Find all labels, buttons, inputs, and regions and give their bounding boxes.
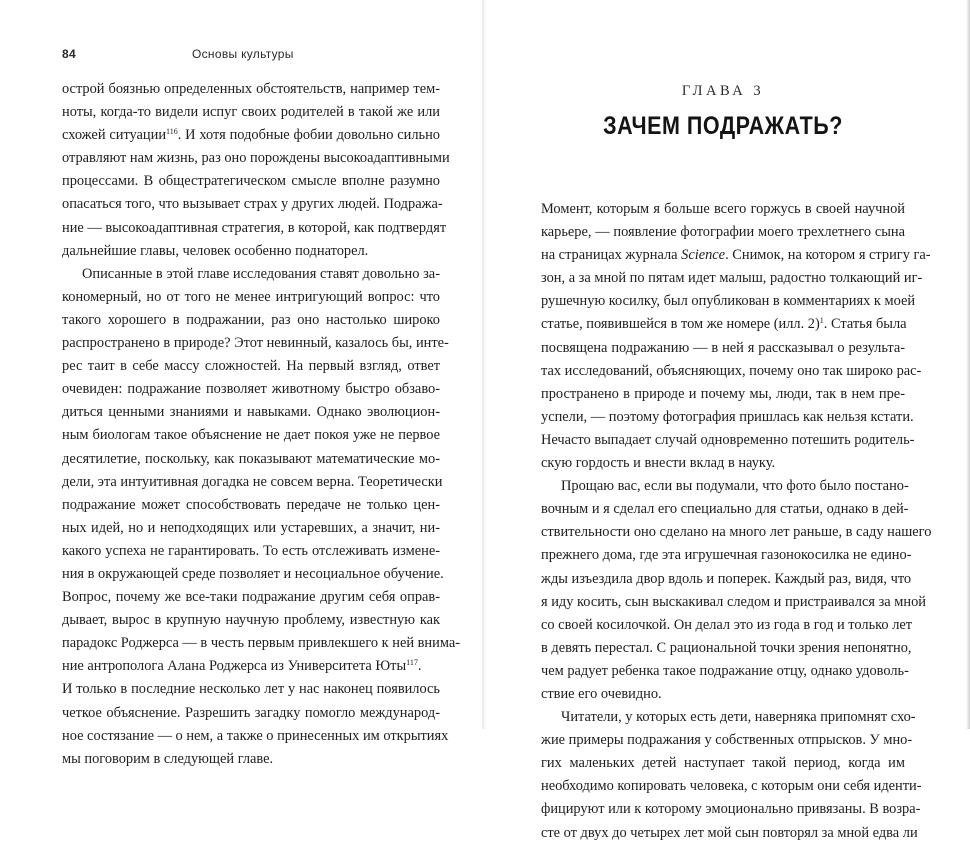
footnote-ref: 116 (166, 127, 178, 137)
text-line: дывает, вырос в крупную научную проблему, известную как (62, 612, 440, 629)
text-line: ным биологам такое объяснение не дает покоя уже не первое (62, 427, 440, 444)
text-line: жие примеры подражания у собственных отпрысков. У мно- (541, 732, 913, 749)
text-line: жды изъездила двор вдоль и поперек. Каждый раз, видя, что (541, 570, 912, 587)
text-line: гих маленьких детей наступает такой период, когда им (541, 755, 905, 772)
text-line: пространено в природе и почему мы, люди, так в нем пре- (541, 385, 905, 402)
text-line: опасаться того, что вызывает страх у других людей. Подража- (62, 196, 443, 213)
text-line: на страницах журнала Science. Снимок, на котором я стригу га- (541, 247, 931, 264)
text-line: дальнейшие главы, человек особенно поднаторел. (62, 242, 369, 259)
text-line: мы поговорим в следующей главе. (62, 750, 274, 767)
text-line: Описанные в этой главе исследования ставят довольно за- (82, 265, 440, 282)
text-line: фицируют или к которому эмоционально привязаны. В возра- (541, 801, 921, 818)
text-line: Читатели, у которых есть дети, наверняка припомнят схо- (561, 709, 916, 726)
text-line: рес таит в себе массу сложностей. На первый взгляд, ответ (62, 358, 440, 375)
text-line: ствие его очевидно. (541, 685, 662, 702)
text-line: диться ценными знаниями и навыками. Однако эволюцион- (62, 404, 440, 421)
text-line: процессами. В общестратегическом смысле вполне разумно (62, 173, 440, 190)
text-line: ное состязание — о нем, а также о принесенных им открытиях (62, 727, 449, 744)
text-line: острой боязнью определенных обстоятельств, например тем- (62, 81, 440, 97)
text-line: такого хорошего в подражании, раз оно настолько широко (62, 311, 440, 328)
text-line: И только в последние несколько лет у нас наконец появилось (62, 681, 440, 698)
text-line: успели, — поэтому фотография пришлась как нельзя кстати. (541, 408, 914, 425)
text-line: вочным и я сделал его специально для статьи, однако в дей- (541, 501, 909, 518)
text-line: статье, появившейся в том же номере (илл. 2)$^1$. Статья была (541, 316, 907, 333)
running-head (62, 44, 440, 64)
page-edge (966, 0, 970, 729)
text-line: десятилетие, поскольку, как показывают математические мо- (62, 450, 440, 467)
footnote-ref: 1 (819, 316, 824, 326)
right-body-text (541, 198, 932, 845)
text-line: очевиден: подражание позволяет животному быстро обзаво- (62, 381, 440, 398)
text-line: дели, эта интуитивная догадка не совсем верна. Теоретически (62, 473, 443, 490)
text-line: со своей косилочкой. Он делал это из года в год и только лет (541, 616, 913, 633)
journal-name: Science (681, 247, 726, 264)
text-line: схожей ситуации$^{116}$. И хотя подобные фобии довольно сильно (62, 127, 441, 144)
running-title: Основы культуры (192, 47, 294, 61)
left-page (62, 44, 461, 771)
text-line: Момент, которым я больше всего горжусь в своей научной (541, 201, 905, 217)
footnote-ref: 117 (406, 658, 418, 668)
text-line: подражание может способствовать передаче не только цен- (62, 496, 440, 513)
text-line: зон, а за мной по пятам идет малыш, радостно толкающий иг- (541, 270, 923, 287)
text-line: тах исследований, объясняющих, почему оно так широко рас- (541, 362, 922, 379)
text-line: рушечную косилку, был опубликован в комментариях к моей (541, 293, 916, 310)
text-line: четкое объяснение. Разрешить загадку помогло международ- (62, 704, 440, 721)
text-line: ноты, когда-то видели испуг своих родителей в такой же или (62, 104, 440, 121)
text-line: скую гордость и внести вклад в науку. (541, 455, 776, 472)
text-line: прежнего дома, где эта игрушечная газонокосилка не едино- (541, 547, 912, 564)
text-line: чем радует ребенка такое подражание отцу, однако удоволь- (541, 662, 909, 679)
left-body-text (62, 78, 461, 771)
chapter-label: ГЛАВА 3 (681, 83, 765, 99)
text-line: ние — высокоадаптивная стратегия, в которой, как подтвердят (62, 219, 447, 236)
book-gutter (482, 0, 486, 729)
text-line: ствительности оно сделано на много лет раньше, в саду нашего (541, 524, 932, 541)
text-line: я иду косить, сын выскакивал следом и пристраивался за мной (541, 593, 926, 610)
text-line: ние антрополога Алана Роджерса из Университета Юты$^{117}$. (62, 658, 422, 675)
text-line: какого успеха не гарантировать. То есть отслеживать измене- (62, 542, 440, 559)
text-line: Вопрос, почему же все-таки подражание другим себя оправ- (62, 589, 440, 606)
text-line: посвящена подражанию — в ней я рассказывал о результа- (541, 339, 905, 356)
text-line: Нечасто выпадает случай одновременно потешить родитель- (541, 431, 915, 448)
text-line: необходимо копировать человека, с которым они себя иденти- (541, 778, 922, 795)
right-page (541, 80, 932, 845)
text-line: в девять перестал. С рациональной точки зрения непонятно, (541, 639, 912, 656)
text-line: распространено в природе? Этот невинный, казалось бы, инте- (62, 335, 449, 352)
text-line: кономерный, но от того не менее интригующий вопрос: что (62, 288, 440, 305)
text-line: парадокс Роджерса — в честь первым привлекшего к ней внима- (62, 635, 461, 652)
text-line: отравляют нам жизнь, раз оно порождены высокоадаптивными (62, 150, 450, 167)
text-line: ных идей, но и неподходящих или устаревших, а значит, ни- (62, 519, 440, 536)
page-number: 84 (62, 47, 76, 61)
text-line: ния в окружающей среде позволяет и несоциальное обучение. (62, 565, 444, 582)
text-line: Прощаю вас, если вы подумали, что фото было постано- (561, 478, 909, 495)
chapter-title: ЗАЧЕМ ПОДРАЖАТЬ? (603, 112, 843, 140)
text-line: сте от двух до четырех лет мой сын повторял за мной едва ли (541, 824, 918, 841)
text-line: карьере, — появление фотографии моего трехлетнего сына (541, 224, 905, 241)
